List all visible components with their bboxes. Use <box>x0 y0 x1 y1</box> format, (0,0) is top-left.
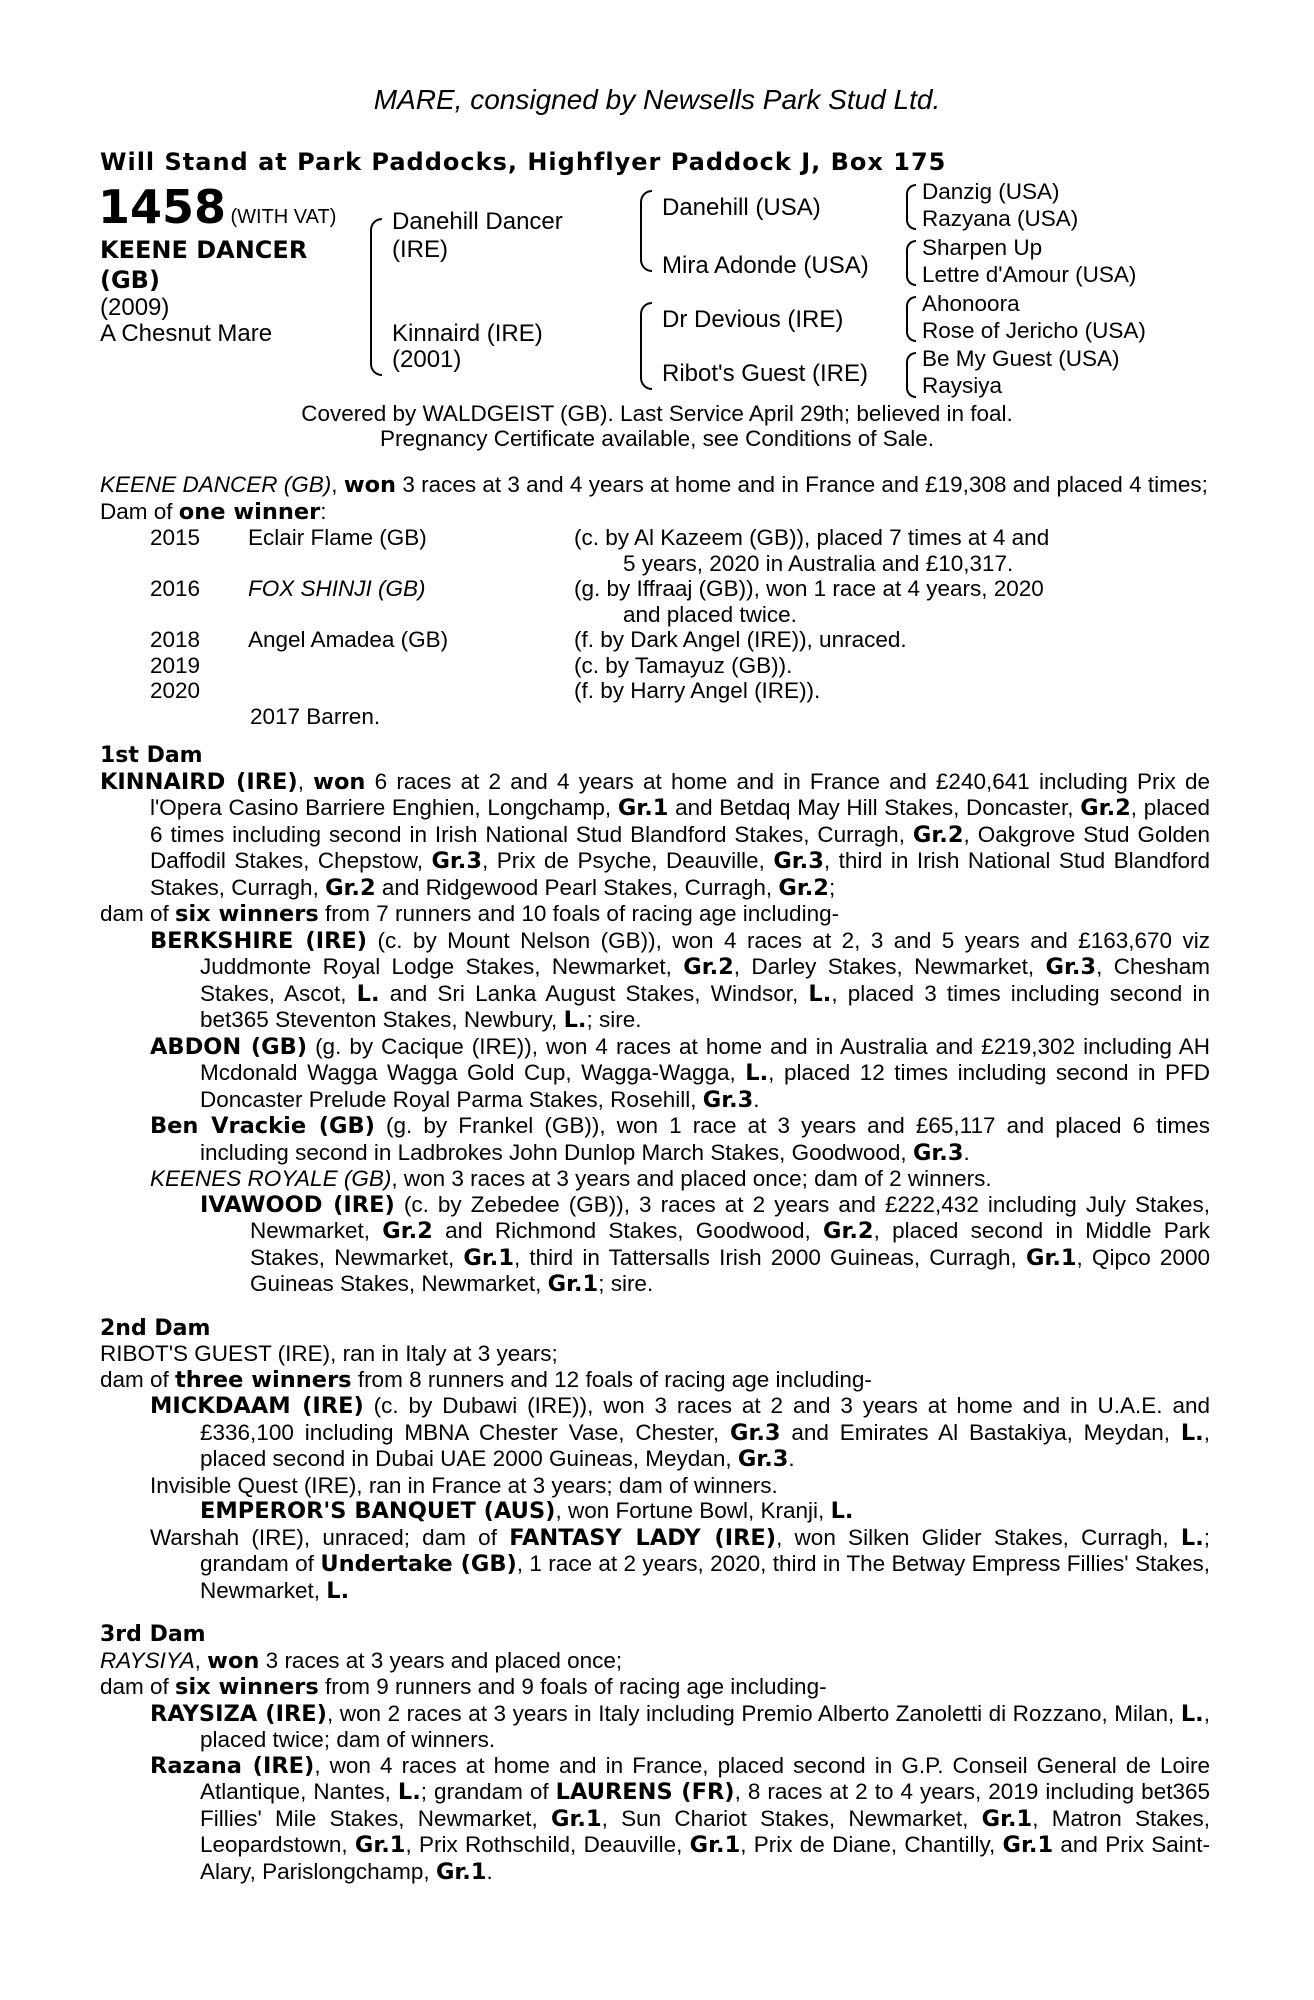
dam: Kinnaird (IRE) <box>392 320 543 347</box>
dam-dam: Ribot's Guest (IRE) <box>662 360 868 387</box>
progeny-row: 2020 (f. by Harry Angel (IRE)). <box>150 678 821 703</box>
ivawood-entry: IVAWOOD (IRE) (c. by Zebedee (GB)), 3 races at 2 years and £222,432 including July Stakes, Newmarket, Gr.2 and Richmond Stakes, Goodwood, Gr.2, placed second in Middle Park Stakes, Newmarket, Gr.1, third in Tattersalls Irish 2000 Guineas, Curragh, Gr.1, Qipco 2000 Guineas Stakes, Newmarket, Gr.1; sire. <box>200 1191 1210 1297</box>
lot-number-block <box>98 180 336 234</box>
ggd-2: Lettre d'Amour (USA) <box>922 262 1137 287</box>
third-dam-record: RAYSIYA, won 3 races at 3 years and placed once; <box>100 1647 623 1674</box>
pregnancy-line: Pregnancy Certificate available, see Conditions of Sale. <box>379 426 935 451</box>
sire-origin: (IRE) <box>392 236 448 263</box>
vat-note: (WITH VAT) <box>230 206 337 228</box>
pedigree-bracket-3b <box>906 240 916 286</box>
ggd-3: Rose of Jericho (USA) <box>922 318 1146 343</box>
mare-record: KEENE DANCER (GB), won 3 races at 3 and 4 years at home and in France and £19,308 and placed 4 times; <box>100 472 1208 498</box>
barren-note: 2017 Barren. <box>250 703 381 729</box>
third-dam-produce-line: dam of six winners from 9 runners and 9 foals of racing age including- <box>100 1674 827 1700</box>
progeny-row: 2016 FOX SHINJI (GB) (g. by Iffraaj (GB)), won 1 race at 4 years, 2020 and placed twice. <box>150 576 1044 627</box>
razana-entry: Razana (IRE), won 4 races at home and in France, placed second in G.P. Conseil General de Loire Atlantique, Nantes, L.; grandam of LAURENS (FR), 8 races at 2 to 4 years, 2019 including bet365 Fillies' Mile Stakes, Newmarket, Gr.1, Sun Chariot Stakes, Newmarket, Gr.1, Matron Stakes, Leopardstown, Gr.1, Prix Rothschild, Deauville, Gr.1, Prix de Diane, Chantilly, Gr.1 and Prix Saint-Alary, Parislongchamp, Gr.1. <box>150 1752 1211 1885</box>
stand-location: Will Stand at Park Paddocks, Highflyer Paddock J, Box 175 <box>100 148 947 176</box>
first-dam-record: KINNAIRD (IRE), won 6 races at 2 and 4 years at home and in France and £240,641 including Prix de l'Opera Casino Barriere Enghien, Longchamp, Gr.1 and Betdaq May Hill Stakes, Doncaster, Gr.2, placed 6 times including second in Irish National Stud Blandford Stakes, Curragh, Gr.2, Oakgrove Stud Golden Daffodil Stakes, Chepstow, Gr.3, Prix de Psyche, Deauville, Gr.3, third in Irish National Stud Blandford Stakes, Curragh, Gr.2 and Ridgewood Pearl Stakes, Curragh, Gr.2; <box>100 768 1210 901</box>
pedigree-bracket-3c <box>906 296 916 342</box>
abdon-entry: ABDON (GB) (g. by Cacique (IRE)), won 4 races at home and in Australia and £219,302 including AH Mcdonald Wagga Wagga Gold Cup, Wagga-Wagga, L., placed 12 times including second in PFD Doncaster Prelude Royal Parma Stakes, Rosehill, Gr.3. <box>150 1033 1210 1113</box>
raysiza-entry: RAYSIZA (IRE), won 2 races at 3 years in Italy including Premio Alberto Zanoletti di Rozzano, Milan, L., placed twice; dam of winners. <box>150 1700 1210 1752</box>
horse-description: A Chesnut Mare <box>100 320 273 347</box>
second-dam-heading: 2nd Dam <box>100 1315 211 1341</box>
horse-origin: (GB) <box>100 266 160 294</box>
consignment-line: MARE, consigned by Newsells Park Stud Ltd. <box>373 84 941 115</box>
sire: Danehill Dancer <box>392 208 563 235</box>
ggs-1: Danzig (USA) <box>922 179 1060 204</box>
emperors-banquet-entry: EMPEROR'S BANQUET (AUS), won Fortune Bowl, Kranji, L. <box>200 1498 854 1524</box>
first-dam-heading: 1st Dam <box>100 743 203 768</box>
third-dam-heading: 3rd Dam <box>100 1622 206 1647</box>
pedigree-bracket-dam <box>640 302 652 390</box>
ggs-3: Ahonoora <box>922 291 1020 316</box>
keenes-royale-entry: KEENES ROYALE (GB), won 3 races at 3 years and placed once; dam of 2 winners. <box>150 1166 992 1191</box>
mickdaam-entry: MICKDAAM (IRE) (c. by Dubawi (IRE)), won 3 races at 2 and 3 years at home and in U.A.E. and £336,100 including MBNA Chester Vase, Chester, Gr.3 and Emirates Al Bastakiya, Meydan, L., placed second in Dubai UAE 2000 Guineas, Meydan, Gr.3. <box>150 1393 1210 1472</box>
horse-year: (2009) <box>100 294 170 321</box>
sire-dam: Mira Adonde (USA) <box>662 252 869 279</box>
catalogue-body <box>100 472 1210 1885</box>
ben-vrackie-entry: Ben Vrackie (GB) (g. by Frankel (GB)), won 1 race at 3 years and £65,117 and placed 6 times including second in Ladbrokes John Dunlop March Stakes, Goodwood, Gr.3. <box>150 1113 1210 1166</box>
sire-sire: Danehill (USA) <box>662 194 821 221</box>
second-dam-produce-line: dam of three winners from 8 runners and 12 foals of racing age including- <box>100 1366 872 1393</box>
progeny-row: 2019 (c. by Tamayuz (GB)). <box>150 652 793 678</box>
berkshire-entry: BERKSHIRE (IRE) (c. by Mount Nelson (GB)), won 4 races at 2, 3 and 5 years and £163,670 viz Juddmonte Royal Lodge Stakes, Newmarket, Gr.2, Darley Stakes, Newmarket, Gr.3, Chesham Stakes, Ascot, L. and Sri Lanka August Stakes, Windsor, L., placed 3 times including second in bet365 Steventon Stakes, Newbury, L.; sire. <box>150 927 1210 1033</box>
progeny-row: 2015 Eclair Flame (GB) (c. by Al Kazeem (GB)), placed 7 times at 4 and 5 years, 2020 in Australia and £10,317. <box>150 525 1050 576</box>
pedigree-bracket-sire <box>640 190 652 272</box>
invisible-quest-entry: Invisible Quest (IRE), ran in France at 3 years; dam of winners. <box>150 1472 778 1498</box>
pedigree-bracket-3d <box>906 352 916 398</box>
second-dam-record: RIBOT'S GUEST (IRE), ran in Italy at 3 years; <box>100 1341 558 1366</box>
ggs-2: Sharpen Up <box>922 235 1043 260</box>
lot-number: 1458 <box>98 180 227 234</box>
ggd-1: Razyana (USA) <box>922 206 1079 231</box>
dam-of-line: Dam of one winner: <box>100 498 327 525</box>
horse-name: KEENE DANCER <box>100 236 308 264</box>
covered-line: Covered by WALDGEIST (GB). Last Service April 29th; believed in foal. <box>301 401 1013 426</box>
first-dam-produce-line: dam of six winners from 7 runners and 10 foals of racing age including- <box>100 901 840 927</box>
dam-sire: Dr Devious (IRE) <box>662 306 844 333</box>
progeny-row: 2018 Angel Amadea (GB) (f. by Dark Angel (IRE)), unraced. <box>150 627 907 652</box>
ggd-4: Raysiya <box>922 373 1003 398</box>
pedigree-bracket-gen1 <box>370 218 382 376</box>
mare-name: KEENE DANCER (GB) <box>100 472 332 497</box>
dam-year: (2001) <box>392 346 462 373</box>
warshah-entry: Warshah (IRE), unraced; dam of FANTASY LADY (IRE), won Silken Glider Stakes, Curragh, L.; grandam of Undertake (GB), 1 race at 2 years, 2020, third in The Betway Empress Fillies' Stakes, Newmarket, L. <box>150 1524 1211 1604</box>
ggs-4: Be My Guest (USA) <box>922 346 1120 371</box>
pedigree-bracket-3a <box>906 184 916 230</box>
won-word: won <box>343 472 397 498</box>
